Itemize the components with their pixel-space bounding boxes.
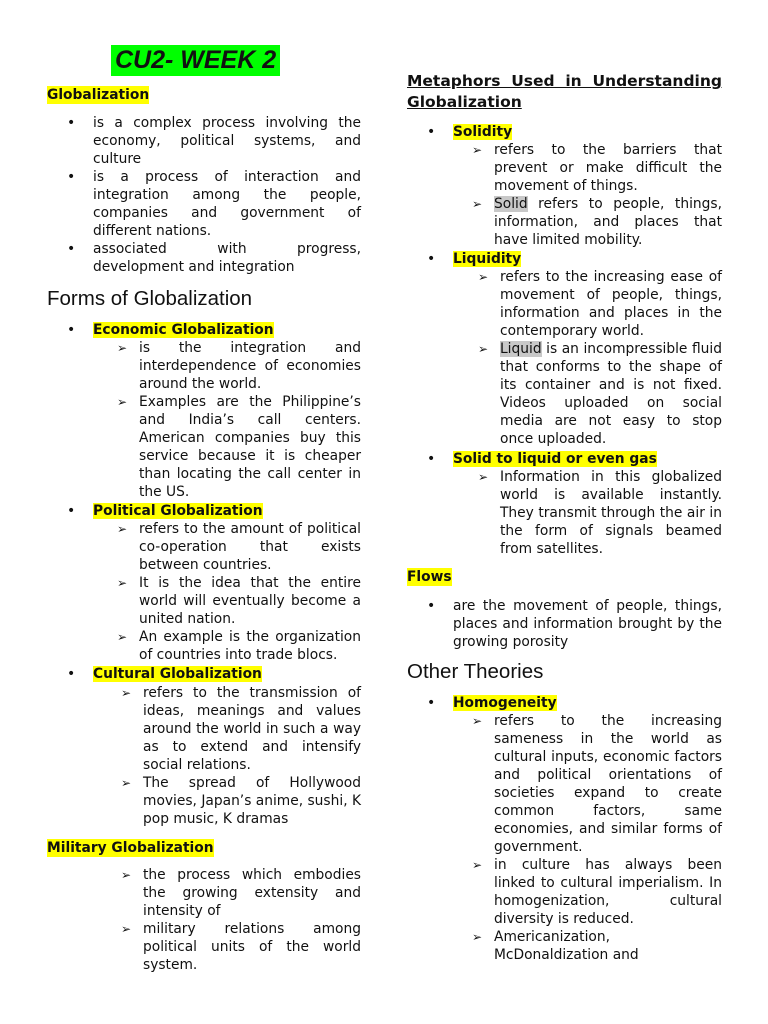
list-item bbox=[47, 665, 361, 683]
list-item: ➢ Americanization, McDonaldization and bbox=[494, 928, 722, 964]
list-item bbox=[407, 450, 722, 468]
solid-to-liquid-section bbox=[407, 450, 722, 468]
list-item: ➢ An example is the organization of countries into trade blocs. bbox=[139, 628, 361, 664]
forms-heading: Forms of Globalization bbox=[47, 287, 253, 310]
list-item: ➢ It is the idea that the entire world will eventually become a united nation. bbox=[139, 574, 361, 628]
cultural-label: Cultural Globalization bbox=[93, 666, 262, 682]
list-item: ➢ Information in this globalized world is available instantly. They transmit through the air in the form of signals beamed from satellites. bbox=[500, 468, 722, 558]
list-item: ➢ refers to the barriers that prevent or make difficult the movement of things. bbox=[494, 141, 722, 195]
economic-section bbox=[47, 321, 361, 339]
military-label: Military Globalization bbox=[47, 840, 214, 856]
list-item: ➢ refers to the amount of political co-operation that exists between countries. bbox=[139, 520, 361, 574]
list-item: ➢ refers to the increasing sameness in the world as cultural inputs, economic factors and political orientations of societies expand to create common factors, same economies, and similar forms of government. bbox=[494, 712, 722, 856]
list-item: ➢ in culture has always been linked to cultural imperialism. In homogenization, cultural diversity is reduced. bbox=[494, 856, 722, 928]
list-item: • are the movement of people, things, places and information brought by the growing porosity bbox=[407, 597, 722, 651]
cultural-section bbox=[47, 665, 361, 683]
liquidity-section bbox=[407, 250, 722, 268]
solidity-section bbox=[407, 123, 722, 141]
cultural-points bbox=[143, 684, 361, 828]
metaphors-heading: Metaphors Used in Understanding Globalization bbox=[407, 72, 722, 111]
list-item: ➢ is the integration and interdependence of economies around the world. bbox=[139, 339, 361, 393]
economic-points bbox=[139, 339, 361, 501]
solid-term: Solid bbox=[494, 196, 528, 212]
flows-bullets bbox=[407, 597, 722, 651]
homogeneity-label: Homogeneity bbox=[453, 695, 557, 711]
military-points bbox=[143, 866, 361, 974]
solid-to-liquid-points bbox=[500, 468, 722, 558]
list-item: • is a complex process involving the economy, political systems, and culture bbox=[47, 114, 361, 168]
list-item: ➢ The spread of Hollywood movies, Japan’s anime, sushi, K pop music, K dramas bbox=[143, 774, 361, 828]
list-item bbox=[47, 502, 361, 520]
political-label: Political Globalization bbox=[93, 503, 263, 519]
list-item bbox=[407, 694, 722, 712]
list-item: ➢ the process which embodies the growing extensity and intensity of bbox=[143, 866, 361, 920]
political-points bbox=[139, 520, 361, 664]
list-item bbox=[500, 340, 722, 448]
flows-label: Flows bbox=[407, 569, 452, 585]
list-item: • associated with progress, development and integration bbox=[47, 240, 361, 276]
globalization-bullets bbox=[47, 114, 361, 276]
list-item: ➢ Examples are the Philippine’s and India’s call centers. American companies buy this service because it is cheaper than locating the call center in the US. bbox=[139, 393, 361, 501]
economic-label: Economic Globalization bbox=[93, 322, 274, 338]
list-item bbox=[407, 250, 722, 268]
liquidity-points bbox=[500, 268, 722, 448]
list-item: ➢ refers to the transmission of ideas, meanings and values around the world in such a way as to extend and intensify social relations. bbox=[143, 684, 361, 774]
solidity-label: Solidity bbox=[453, 124, 513, 140]
solidity-points bbox=[494, 141, 722, 249]
other-theories-heading: Other Theories bbox=[407, 660, 544, 683]
list-item: ➢ refers to the increasing ease of movement of people, things, information and places in the contemporary world. bbox=[500, 268, 722, 340]
liquid-term: Liquid bbox=[500, 341, 542, 357]
political-section bbox=[47, 502, 361, 520]
solid-to-liquid-label: Solid to liquid or even gas bbox=[453, 451, 657, 467]
solid-definition: refers to people, things, information, and places that have limited mobility. bbox=[494, 196, 722, 248]
globalization-label: Globalization bbox=[47, 87, 150, 103]
homogeneity-section bbox=[407, 694, 722, 712]
liquid-definition: is an incompressible fluid that conforms to the shape of its container and is not fixed. Videos uploaded on social media are not easy to stop once uploaded. bbox=[500, 341, 722, 447]
list-item: • is a process of interaction and integration among the people, companies and government of different nations. bbox=[47, 168, 361, 240]
list-item bbox=[407, 123, 722, 141]
list-item bbox=[494, 195, 722, 249]
page-title: CU2- WEEK 2 bbox=[111, 45, 280, 76]
list-item: ➢ military relations among political units of the world system. bbox=[143, 920, 361, 974]
liquidity-label: Liquidity bbox=[453, 251, 522, 267]
homogeneity-points bbox=[494, 712, 722, 964]
list-item bbox=[47, 321, 361, 339]
